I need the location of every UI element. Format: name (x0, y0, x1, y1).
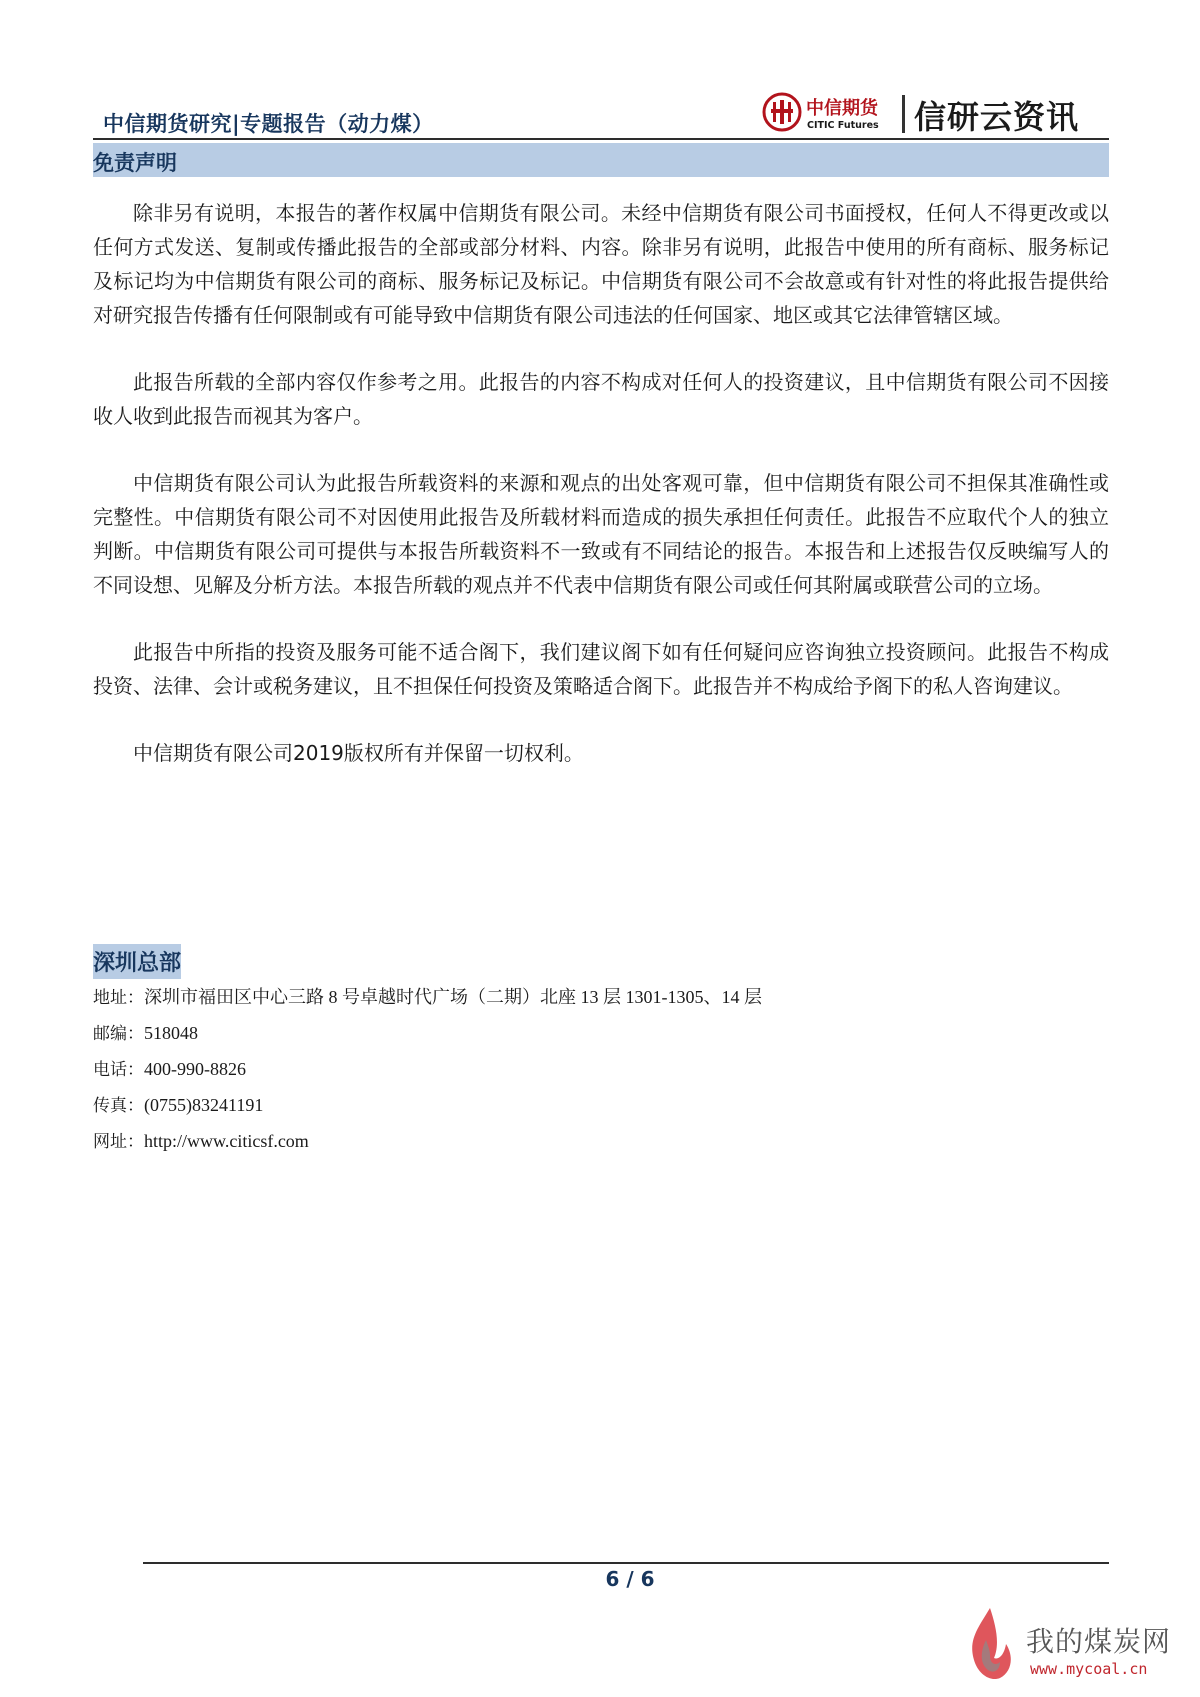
logo-english-name: CITIC Futures (807, 120, 879, 131)
header-rule (93, 138, 1109, 140)
website-row (93, 1129, 762, 1165)
address-row (93, 985, 762, 1021)
disclaimer-paragraph-2: 此报告所载的全部内容仅作参考之用。此报告的内容不构成对任何人的投资建议，且中信期货有限公司不因接收人收到此报告而视其为客户。 (93, 370, 1109, 428)
copyright-paragraph: 中信期货有限公司2019版权所有并保留一切权利。 (133, 741, 584, 765)
brand-name: 信研云资讯 (914, 98, 1080, 136)
website-label: 网址： (93, 1132, 144, 1152)
disclaimer-paragraph-1: 除非另有说明，本报告的著作权属中信期货有限公司。未经中信期货有限公司书面授权，任何人不得更改或以任何方式发送、复制或传播此报告的全部或部分材料、内容。除非另有说明，此报告中使用的所有商标、服务标记及标记均为中信期货有限公司的商标、服务标记及标记。中信期货有限公司不会故意或有针对性的将此报告提供给对研究报告传播有任何限制或有可能导致中信期货有限公司违法的任何国家、地区或其它法律管辖区域。 (93, 201, 1109, 327)
fax-value: (0755)83241191 (144, 1095, 264, 1115)
page-number: 6 / 6 (605, 1567, 655, 1591)
disclaimer-paragraph-4: 此报告中所指的投资及服务可能不适合阁下，我们建议阁下如有任何疑问应咨询独立投资顾问。此报告不构成投资、法律、会计或税务建议，且不担保任何投资及策略适合阁下。此报告并不构成给予阁下的私人咨询建议。 (93, 640, 1109, 698)
disclaimer-heading-band (93, 143, 1109, 177)
flame-icon (960, 1600, 1020, 1690)
disclaimer-paragraph-3: 中信期货有限公司认为此报告所载资料的来源和观点的出处客观可靠，但中信期货有限公司不担保其准确性或完整性。中信期货有限公司不对因使用此报告及所载材料而造成的损失承担任何责任。此报告不应取代个人的独立判断。中信期货有限公司可提供与本报告所载资料不一致或有不同结论的报告。本报告和上述报告仅反映编写人的不同设想、见解及分析方法。本报告所载的观点并不代表中信期货有限公司或任何其附属或联营公司的立场。 (93, 471, 1109, 597)
fax-row (93, 1093, 762, 1129)
logo-divider (902, 95, 905, 133)
phone-value: 400-990-8826 (144, 1059, 246, 1079)
address-label: 地址： (93, 988, 144, 1008)
watermark-url: www.mycoal.cn (1030, 1660, 1148, 1678)
fax-label: 传真： (93, 1096, 144, 1116)
disclaimer-body (93, 196, 1109, 803)
citic-logo-icon (762, 92, 802, 132)
watermark-site-name: 我的煤炭网 (1026, 1625, 1172, 1658)
phone-row (93, 1057, 762, 1093)
postcode-row (93, 1021, 762, 1057)
postcode-label: 邮编： (93, 1024, 144, 1044)
phone-label: 电话： (93, 1060, 144, 1080)
footer-rule (143, 1562, 1109, 1564)
hq-heading: 深圳总部 (93, 944, 181, 979)
logo-chinese-name: 中信期货 (806, 98, 878, 119)
mycoal-watermark (960, 1600, 1190, 1690)
address-value: 深圳市福田区中心三路 8 号卓越时代广场（二期）北座 13 层 1301-1305、14 层 (144, 987, 762, 1007)
website-link[interactable]: http://www.citicsf.com (144, 1131, 309, 1151)
disclaimer-heading: 免责声明 (93, 151, 177, 175)
hq-contact-list (93, 985, 762, 1165)
postcode-value: 518048 (144, 1023, 198, 1043)
report-header-title: 中信期货研究|专题报告（动力煤） (103, 112, 434, 136)
